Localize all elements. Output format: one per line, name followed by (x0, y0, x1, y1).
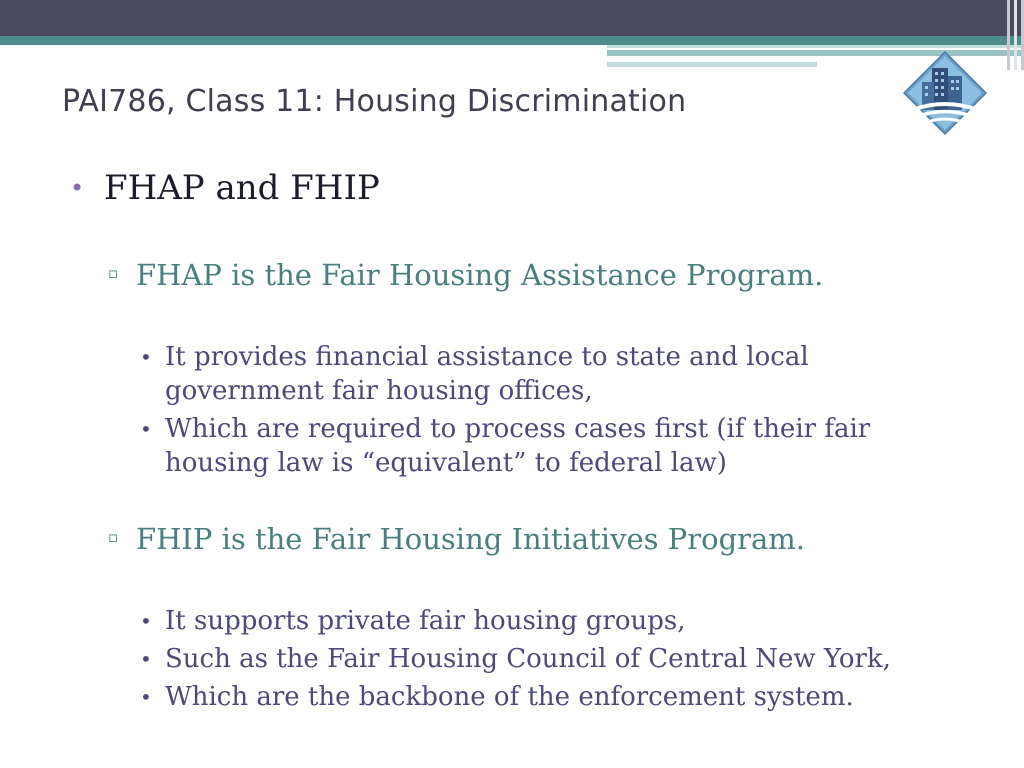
list-item-text: Which are required to process cases first (if their fair housing law is “equivalent” to federal law) (165, 414, 871, 478)
bullet-marker: • (140, 417, 152, 441)
bullet-marker: • (140, 345, 152, 369)
building-logo-icon (902, 50, 988, 136)
header-vertical-lines (992, 0, 1024, 70)
header-accent-strip (607, 45, 1024, 48)
section-heading-text: FHIP is the Fair Housing Initiatives Program. (136, 522, 805, 556)
section-heading-text: FHAP is the Fair Housing Assistance Program. (136, 258, 824, 292)
header-accent-band (0, 36, 1024, 45)
bullet-marker: • (70, 174, 85, 202)
bullet-marker: • (140, 685, 152, 709)
bullet-marker: • (140, 647, 152, 671)
list-item-text: Such as the Fair Housing Council of Central New York, (165, 644, 891, 674)
header-bar (0, 0, 1024, 36)
header-accent-strip (607, 62, 817, 67)
level1-text: FHAP and FHIP (104, 168, 380, 208)
bullet-marker: ▫ (108, 264, 119, 282)
bullet-marker: ▫ (108, 528, 119, 546)
slide-title: PAI786, Class 11: Housing Discrimination (62, 84, 687, 119)
bullet-marker: • (140, 609, 152, 633)
list-item-text: It supports private fair housing groups, (165, 606, 686, 636)
list-item-text: It provides financial assistance to state and local government fair housing offices, (165, 342, 809, 406)
list-item-text: Which are the backbone of the enforcement system. (165, 682, 854, 712)
